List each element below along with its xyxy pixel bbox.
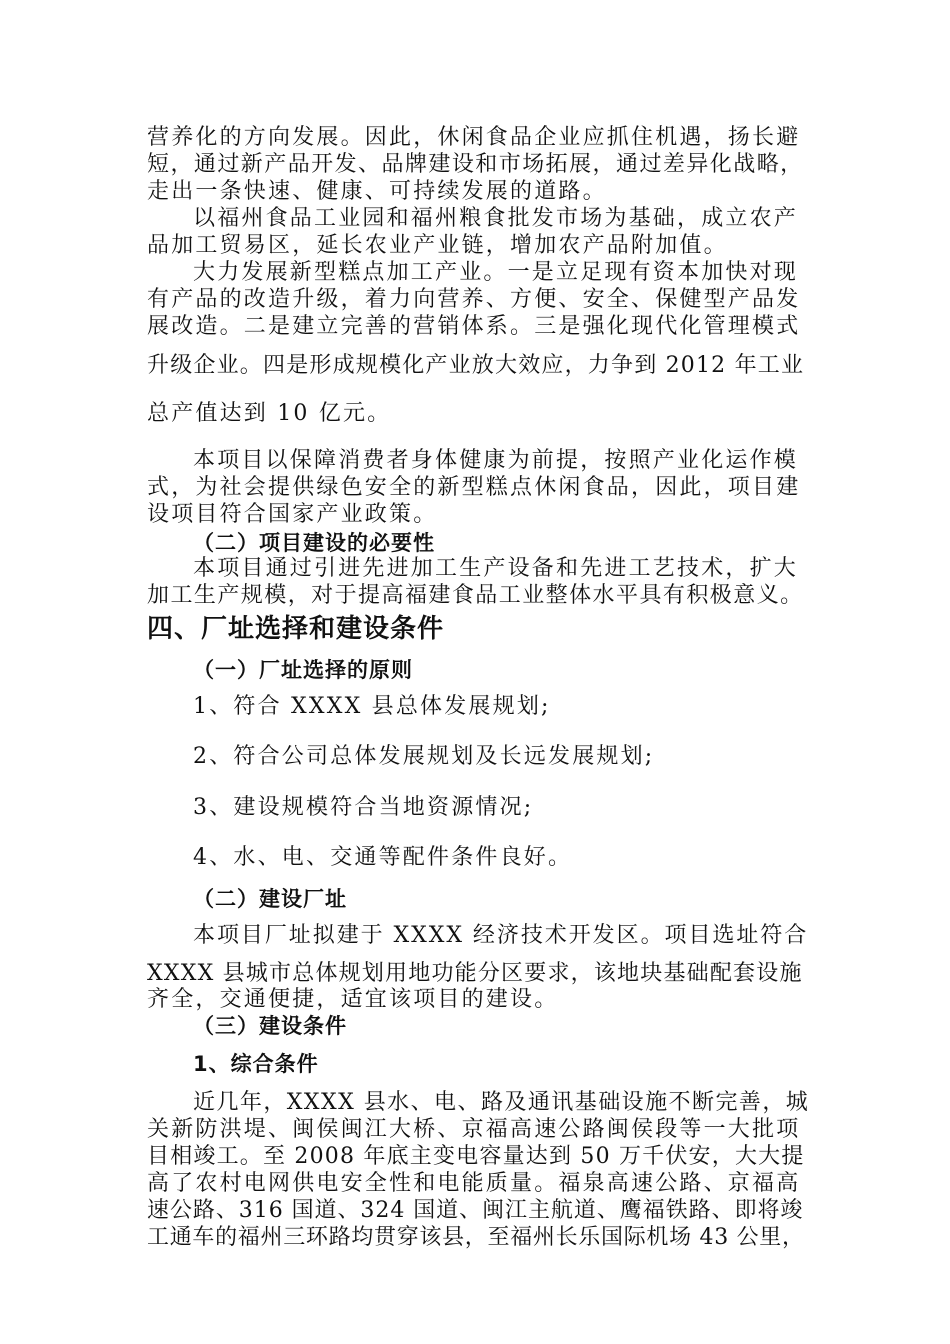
text-line: 升级企业。四是形成规模化产业放大效应，力争到 2012 年工业 <box>147 353 805 378</box>
text-line: 加工生产规模，对于提高福建食品工业整体水平具有积极意义。 <box>147 583 804 608</box>
text-line: 营养化的方向发展。因此，休闲食品企业应抓住机遇，扬长避 <box>147 125 801 150</box>
text-line: 齐全，交通便捷，适宜该项目的建设。 <box>147 987 559 1012</box>
section-heading: （三）建设条件 <box>193 1014 347 1038</box>
text-line: 大力发展新型糕点加工产业。一是立足现有资本加快对现 <box>193 260 799 285</box>
chapter-heading: 四、厂址选择和建设条件 <box>147 614 445 644</box>
list-item: 2、符合公司总体发展规划及长远发展规划; <box>193 744 655 769</box>
list-item: 1、符合 XXXX 县总体发展规划; <box>193 694 551 719</box>
text-line: XXXX 县城市总体规划用地功能分区要求，该地块基础配套设施 <box>147 961 803 986</box>
list-item: 4、水、电、交通等配件条件良好。 <box>193 845 573 870</box>
text-line: 品加工贸易区，延长农业产业链，增加农产品附加值。 <box>147 233 728 258</box>
text-line: 本项目以保障消费者身体健康为前提，按照产业化运作模 <box>193 448 799 473</box>
section-heading: （二）建设厂址 <box>193 887 347 911</box>
text-line: 本项目厂址拟建于 XXXX 经济技术开发区。项目选址符合 <box>193 923 809 948</box>
text-line: 走出一条快速、健康、可持续发展的道路。 <box>147 179 607 204</box>
text-line: 展改造。二是建立完善的营销体系。三是强化现代化管理模式 <box>147 314 801 339</box>
text-line: 总产值达到 10 亿元。 <box>147 401 392 426</box>
section-heading: （一）厂址选择的原则 <box>193 658 413 682</box>
text-line: 关新防洪堤、闽侯闽江大桥、京福高速公路闽侯段等一大批项 <box>147 1117 801 1142</box>
text-line: 高了农村电网供电安全性和电能质量。福泉高速公路、京福高 <box>147 1171 801 1196</box>
subsection-heading: 1、综合条件 <box>193 1052 319 1076</box>
text-line: 近几年，XXXX 县水、电、路及通讯基础设施不断完善，城 <box>193 1090 810 1115</box>
section-heading: （二）项目建设的必要性 <box>193 531 435 555</box>
text-line: 工通车的福州三环路均贯穿该县，至福州长乐国际机场 43 公里， <box>147 1225 805 1250</box>
text-line: 以福州食品工业园和福州粮食批发市场为基础，成立农产 <box>193 206 799 231</box>
text-line: 设项目符合国家产业政策。 <box>147 502 438 527</box>
text-line: 有产品的改造升级，着力向营养、方便、安全、保健型产品发 <box>147 287 801 312</box>
text-line: 本项目通过引进先进加工生产设备和先进工艺技术，扩大 <box>193 556 799 581</box>
text-line: 短，通过新产品开发、品牌建设和市场拓展，通过差异化战略， <box>147 152 804 177</box>
list-item: 3、建设规模符合当地资源情况; <box>193 795 534 820</box>
text-line: 式，为社会提供绿色安全的新型糕点休闲食品，因此，项目建 <box>147 475 801 500</box>
text-line: 速公路、316 国道、324 国道、闽江主航道、鹰福铁路、即将竣 <box>147 1198 804 1223</box>
text-line: 目相竣工。至 2008 年底主变电容量达到 50 万千伏安，大大提 <box>147 1144 805 1169</box>
